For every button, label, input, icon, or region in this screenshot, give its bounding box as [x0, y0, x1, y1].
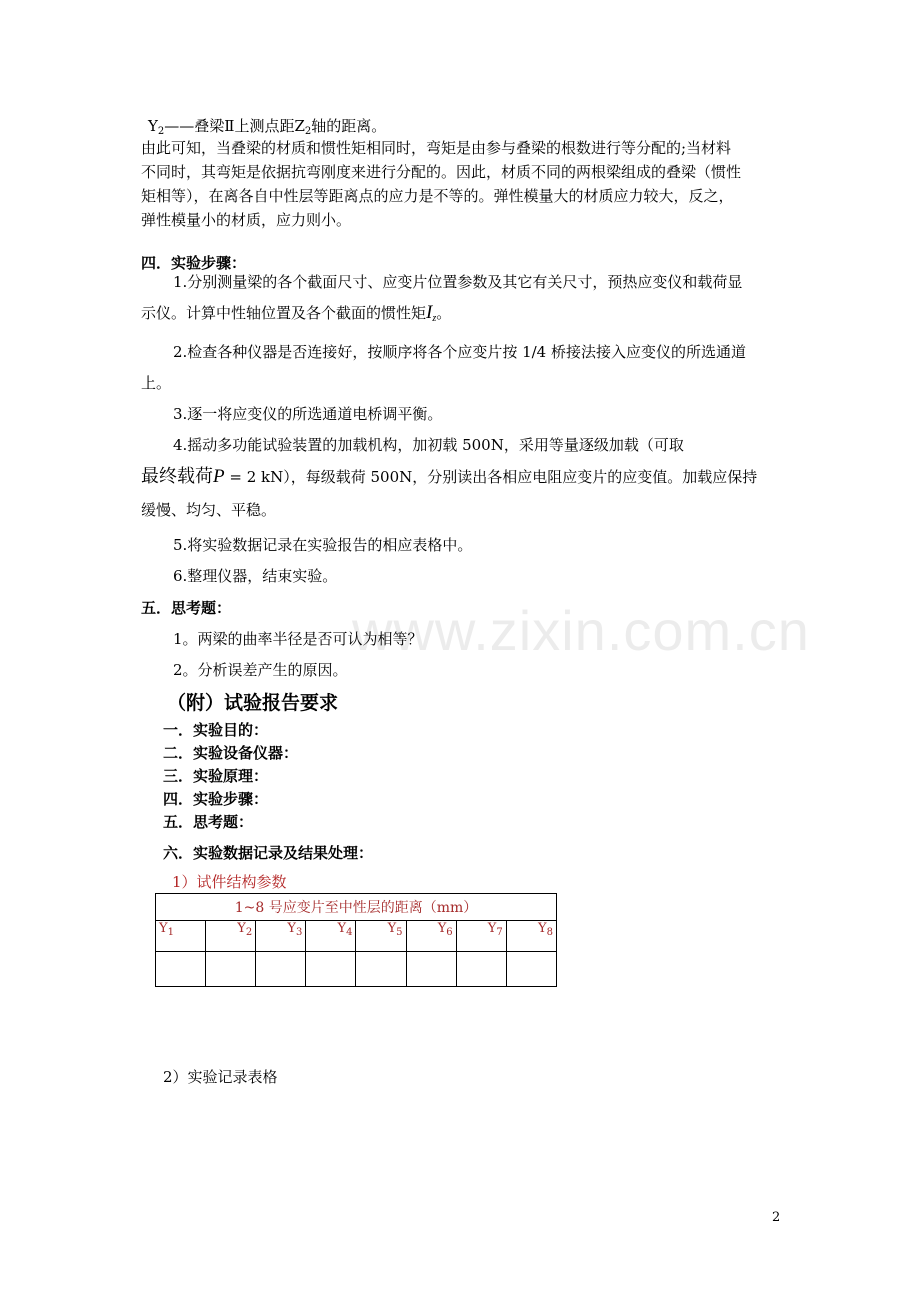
step-4-line-1: 4.摇动多功能试验装置的加载机构，加初载 500N，采用等量逐级加载（可取	[173, 436, 684, 454]
report-title: （附）试验报告要求	[167, 692, 339, 714]
value-cell	[456, 952, 506, 987]
report-item-6: 六．实验数据记录及结果处理：	[163, 844, 374, 862]
paragraph-line: 不同时，其弯矩是依据抗弯刚度来进行分配的。因此，材质不同的两根梁组成的叠梁（惯性	[141, 163, 742, 181]
y2-definition: $Y_2——$叠梁Ⅱ上测点距$Z_2$轴的距离。	[148, 117, 387, 137]
value-cell	[206, 952, 256, 987]
step-2-line-2: 上。	[141, 374, 172, 392]
value-cell	[306, 952, 356, 987]
section-heading-questions: 五．思考题：	[141, 599, 232, 617]
col-label: $Y_5$	[356, 921, 406, 952]
step-6: 6.整理仪器，结束实验。	[173, 567, 338, 585]
report-item-4: 四．实验步骤：	[163, 790, 269, 808]
question-1: 1。两梁的曲率半径是否可认为相等？	[173, 630, 423, 648]
step-1-line-2: 示仪。计算中性轴位置及各个截面的惯性矩$I_z$。	[141, 302, 452, 324]
value-cell	[256, 952, 306, 987]
page-number: 2	[772, 1210, 781, 1225]
table-row-labels	[156, 921, 557, 952]
structure-params-table	[155, 893, 557, 987]
subsection-structure-params: 1）试件结构参数	[172, 873, 287, 891]
col-label: $Y_8$	[506, 921, 556, 952]
col-label: $Y_2$	[206, 921, 256, 952]
section-heading-steps: 四．实验步骤：	[141, 254, 247, 272]
value-cell	[506, 952, 556, 987]
table-row-values	[156, 952, 557, 987]
value-cell	[406, 952, 456, 987]
question-2: 2。分析误差产生的原因。	[173, 661, 348, 679]
col-label: $Y_7$	[456, 921, 506, 952]
step-1-line-1: 1.分别测量梁的各个截面尺寸、应变片位置参数及其它有关尺寸，预热应变仪和载荷显	[173, 273, 743, 291]
report-item-1: 一．实验目的：	[163, 721, 269, 739]
step-2-line-1: 2.检查各种仪器是否连接好，按顺序将各个应变片按 1/4 桥接法接入应变仪的所选通道	[173, 343, 746, 361]
step-5: 5.将实验数据记录在实验报告的相应表格中。	[173, 536, 473, 554]
paragraph-line: 矩相等），在离各自中性层等距离点的应力是不等的。弹性模量大的材质应力较大，反之，	[141, 187, 734, 205]
col-label: $Y_3$	[256, 921, 306, 952]
step-4-line-2: 最终载荷P = 2 kN），每级载荷 500N，分别读出各相应电阻应变片的应变值。加载应保持	[141, 466, 758, 487]
col-label: $Y_4$	[306, 921, 356, 952]
report-item-2: 二．实验设备仪器：	[163, 744, 299, 762]
table-header: 1~8 号应变片至中性层的距离（mm）	[156, 894, 557, 921]
col-label: $Y_1$	[156, 921, 206, 952]
watermark: www.zixin.com.cn	[352, 599, 810, 662]
paragraph-line: 由此可知，当叠梁的材质和惯性矩相同时，弯矩是由参与叠梁的根数进行等分配的;当材料	[141, 139, 732, 157]
step-4-line-3: 缓慢、均匀、平稳。	[141, 501, 277, 519]
report-item-3: 三．实验原理：	[163, 767, 269, 785]
value-cell	[356, 952, 406, 987]
value-cell	[156, 952, 206, 987]
col-label: $Y_6$	[406, 921, 456, 952]
report-item-5: 五．思考题：	[163, 813, 254, 831]
step-3: 3.逐一将应变仪的所选通道电桥调平衡。	[173, 405, 443, 423]
paragraph-line: 弹性模量小的材质，应力则小。	[141, 211, 352, 229]
subsection-record-table: 2）实验记录表格	[163, 1068, 278, 1086]
